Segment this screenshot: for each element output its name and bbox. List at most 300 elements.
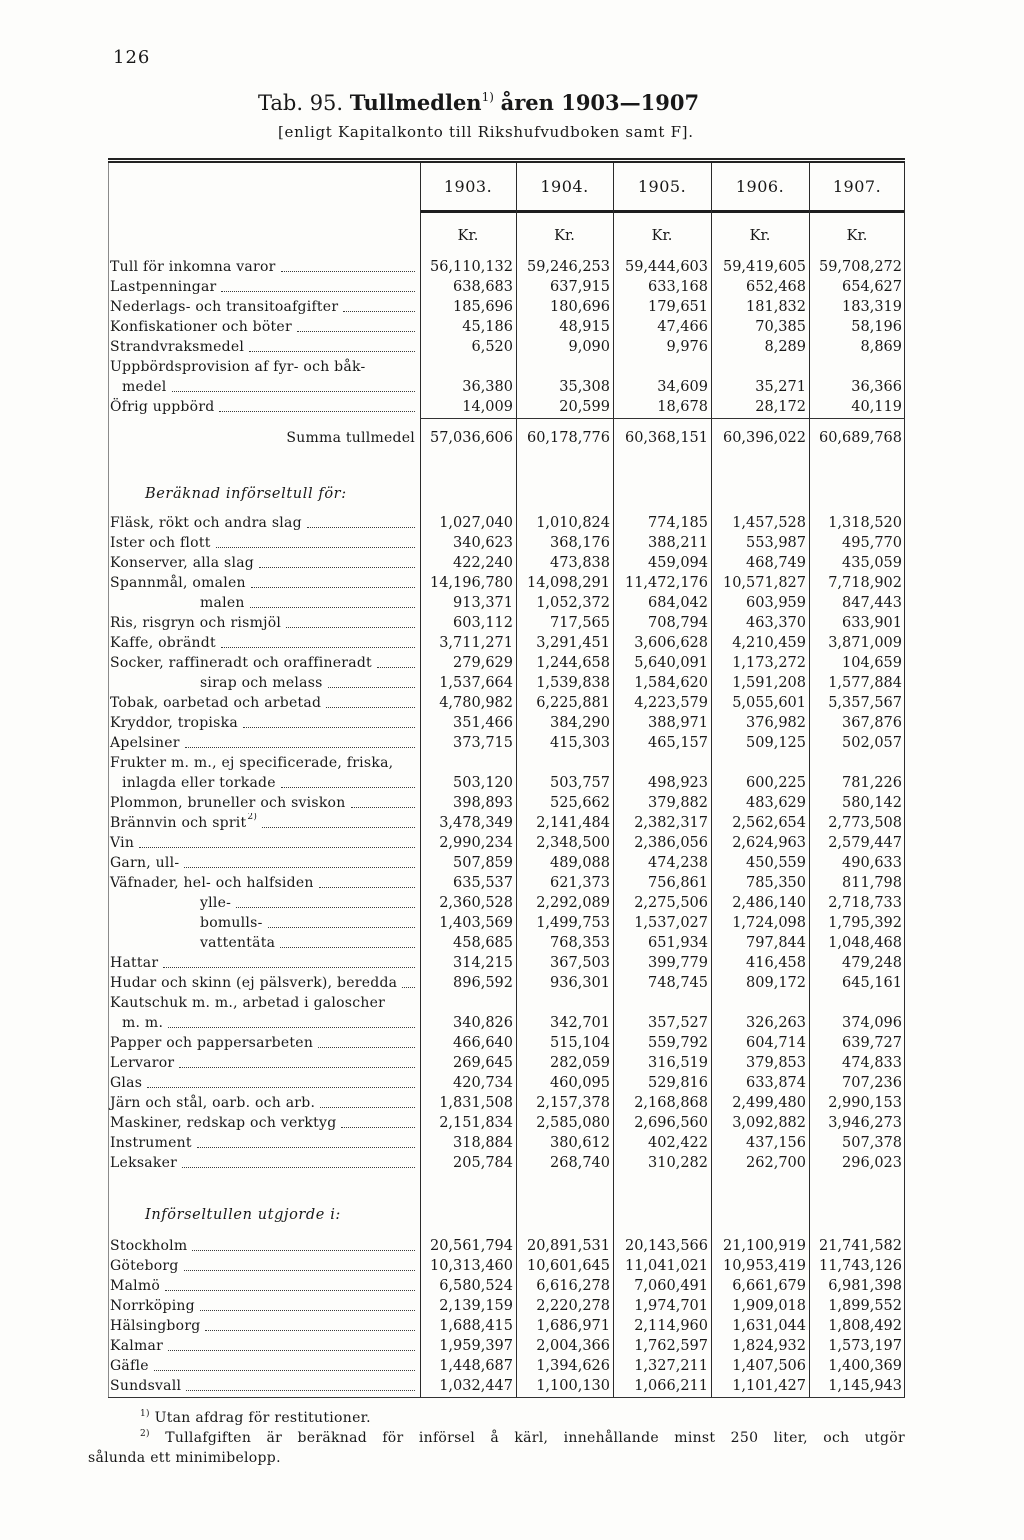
row-label-text: Hälsingborg [110, 1318, 201, 1334]
value-cell: 495,770 [842, 535, 902, 551]
unit-row [108, 213, 905, 257]
table-subtitle: [enligt Kapitalkonto till Rikshufvudboken samt F]. [278, 123, 694, 141]
value-cell: 1,537,027 [634, 915, 708, 931]
table-section [108, 257, 905, 448]
value-cell: 768,353 [550, 935, 610, 951]
value-cell: 47,466 [657, 319, 708, 335]
value-cell: 2,990,153 [828, 1095, 902, 1111]
total-value-cell: 60,689,768 [818, 430, 902, 446]
table-row [108, 713, 905, 733]
value-cell: 398,893 [453, 795, 513, 811]
table-row [108, 533, 905, 553]
value-cell: 10,953,419 [722, 1258, 806, 1274]
value-cell: 1,032,447 [439, 1378, 513, 1394]
value-cell: 59,708,272 [818, 259, 902, 275]
value-cell: 4,210,459 [732, 635, 806, 651]
value-cell: 2,386,056 [634, 835, 708, 851]
row-label [108, 813, 420, 833]
row-label [108, 553, 420, 573]
table-row [108, 1356, 905, 1376]
table-row [108, 853, 905, 873]
value-cell: 1,173,272 [732, 655, 806, 671]
row-label-text: Konserver, alla slag [110, 555, 255, 571]
value-cell: 9,976 [666, 339, 708, 355]
footnote-mark: 2) [140, 1429, 150, 1439]
row-label [108, 1033, 420, 1053]
value-cell: 58,196 [851, 319, 902, 335]
row-label-text: m. m. [122, 1015, 164, 1031]
value-cell: 59,444,603 [624, 259, 708, 275]
total-value-cell: 60,368,151 [624, 430, 708, 446]
leader-dots [163, 967, 415, 968]
section-heading: Införseltullen utgjorde i: [145, 1207, 341, 1223]
value-cell: 14,196,780 [429, 575, 513, 591]
row-label [108, 513, 420, 533]
row-label-text: ylle- [200, 895, 232, 911]
table-row [108, 1376, 905, 1396]
value-cell: 1,724,098 [732, 915, 806, 931]
value-cell: 2,718,733 [828, 895, 902, 911]
value-cell: 465,157 [648, 735, 708, 751]
value-cell: 1,407,506 [732, 1358, 806, 1374]
value-cell: 2,348,500 [536, 835, 610, 851]
value-cell: 296,023 [842, 1155, 902, 1171]
table-row [108, 1113, 905, 1133]
value-cell: 459,094 [648, 555, 708, 571]
row-label-text: vattentäta [200, 935, 276, 951]
row-label [108, 833, 420, 853]
value-cell: 633,168 [648, 279, 708, 295]
row-label-text: Konfiskationer och böter [110, 319, 292, 335]
row-label-text: Apelsiner [110, 735, 180, 751]
value-cell: 420,734 [453, 1075, 513, 1091]
value-cell: 35,271 [755, 379, 806, 395]
row-label [108, 593, 420, 613]
value-cell: 1,327,211 [634, 1358, 708, 1374]
value-cell: 5,357,567 [828, 695, 902, 711]
value-cell: 466,640 [453, 1035, 513, 1051]
row-label-text: Glas [110, 1075, 143, 1091]
value-cell: 59,246,253 [526, 259, 610, 275]
row-label [108, 673, 420, 693]
table-row [108, 277, 905, 297]
value-cell: 3,946,273 [828, 1115, 902, 1131]
value-cell: 490,633 [842, 855, 902, 871]
table-row [108, 1133, 905, 1153]
value-cell: 268,740 [550, 1155, 610, 1171]
value-cell: 45,186 [462, 319, 513, 335]
footnote-text: Tullafgiften är beräknad för införsel å kärl, innehållande minst 250 liter, och utgör [165, 1430, 905, 1446]
row-label-text: Kaffe, obrändt [110, 635, 216, 651]
value-cell: 2,168,868 [634, 1095, 708, 1111]
row-label [108, 573, 420, 593]
table-row [108, 813, 905, 833]
value-cell: 651,934 [648, 935, 708, 951]
value-cell: 515,104 [550, 1035, 610, 1051]
value-cell: 35,308 [559, 379, 610, 395]
table-row [108, 993, 905, 1013]
value-cell: 529,816 [648, 1075, 708, 1091]
table-row [108, 953, 905, 973]
row-label [108, 953, 420, 973]
value-cell: 2,696,560 [634, 1115, 708, 1131]
value-cell: 3,711,271 [439, 635, 513, 651]
row-label-text: Plommon, bruneller och sviskon [110, 795, 346, 811]
table-row [108, 913, 905, 933]
value-cell: 9,090 [568, 339, 610, 355]
value-cell: 638,683 [453, 279, 513, 295]
leader-dots [249, 351, 415, 352]
leader-dots [184, 867, 415, 868]
value-cell: 913,371 [453, 595, 513, 611]
value-cell: 367,876 [842, 715, 902, 731]
value-cell: 2,990,234 [439, 835, 513, 851]
value-cell: 2,220,278 [536, 1298, 610, 1314]
value-cell: 1,027,040 [439, 515, 513, 531]
leader-dots [351, 807, 416, 808]
value-cell: 388,971 [648, 715, 708, 731]
value-cell: 340,623 [453, 535, 513, 551]
section-rows [108, 1236, 905, 1396]
value-cell: 1,795,392 [828, 915, 902, 931]
row-label [108, 893, 420, 913]
table-section [108, 484, 905, 1173]
value-cell: 48,915 [559, 319, 610, 335]
value-cell: 3,606,628 [634, 635, 708, 651]
leader-dots [297, 331, 415, 332]
value-cell: 1,762,597 [634, 1338, 708, 1354]
row-label [108, 397, 420, 417]
value-cell: 11,472,176 [624, 575, 708, 591]
value-cell: 180,696 [550, 299, 610, 315]
unit-label: Kr. [554, 228, 575, 244]
row-label-text: Kalmar [110, 1338, 164, 1354]
leader-dots [343, 311, 415, 312]
row-label [108, 1053, 420, 1073]
row-label-text: Spannmål, omalen [110, 575, 246, 591]
table-row [108, 1276, 905, 1296]
column-header: 1903. [443, 177, 493, 196]
column-header: 1905. [637, 177, 687, 196]
value-cell: 633,874 [746, 1075, 806, 1091]
table-row [108, 893, 905, 913]
value-cell: 707,236 [842, 1075, 902, 1091]
row-label-text: Lervaror [110, 1055, 175, 1071]
row-label-text: Frukter m. m., ej specificerade, friska, [110, 755, 394, 771]
value-cell: 2,004,366 [536, 1338, 610, 1354]
leader-dots [236, 907, 415, 908]
value-cell: 6,225,881 [536, 695, 610, 711]
table-row [108, 613, 905, 633]
row-label-text: Stockholm [110, 1238, 188, 1254]
value-cell: 748,745 [648, 975, 708, 991]
value-cell: 460,095 [550, 1075, 610, 1091]
value-cell: 10,313,460 [429, 1258, 513, 1274]
row-label-text: Socker, raffineradt och oraffineradt [110, 655, 372, 671]
total-row [108, 428, 905, 448]
row-label [108, 993, 420, 1013]
column-header: 1907. [832, 177, 882, 196]
value-cell: 1,539,838 [536, 675, 610, 691]
value-cell: 179,651 [648, 299, 708, 315]
table-row [108, 653, 905, 673]
value-cell: 645,161 [842, 975, 902, 991]
value-cell: 402,422 [648, 1135, 708, 1151]
leader-dots [185, 747, 415, 748]
row-label [108, 693, 420, 713]
row-label [108, 853, 420, 873]
value-cell: 463,370 [746, 615, 806, 631]
page-number: 126 [113, 47, 151, 68]
table-row [108, 833, 905, 853]
value-cell: 3,871,009 [828, 635, 902, 651]
value-cell: 373,715 [453, 735, 513, 751]
row-label [108, 633, 420, 653]
value-cell: 310,282 [648, 1155, 708, 1171]
value-cell: 774,185 [648, 515, 708, 531]
row-label-text: medel [122, 379, 167, 395]
leader-dots [318, 1047, 415, 1048]
value-cell: 1,808,492 [828, 1318, 902, 1334]
value-cell: 6,981,398 [828, 1278, 902, 1294]
value-cell: 316,519 [648, 1055, 708, 1071]
value-cell: 936,301 [550, 975, 610, 991]
value-cell: 318,884 [453, 1135, 513, 1151]
row-label [108, 277, 420, 297]
value-cell: 450,559 [746, 855, 806, 871]
value-cell: 10,571,827 [722, 575, 806, 591]
value-cell: 785,350 [746, 875, 806, 891]
value-cell: 1,688,415 [439, 1318, 513, 1334]
leader-dots [251, 587, 415, 588]
value-cell: 717,565 [550, 615, 610, 631]
value-cell: 473,838 [550, 555, 610, 571]
value-cell: 1,591,208 [732, 675, 806, 691]
table-row [108, 973, 905, 993]
leader-dots [168, 1027, 415, 1028]
leader-dots [182, 1167, 415, 1168]
value-cell: 635,537 [453, 875, 513, 891]
value-cell: 2,141,484 [536, 815, 610, 831]
value-cell: 809,172 [746, 975, 806, 991]
row-label-text: Gäfle [110, 1358, 149, 1374]
value-cell: 896,592 [453, 975, 513, 991]
row-label [108, 357, 420, 377]
value-cell: 781,226 [842, 775, 902, 791]
value-cell: 6,616,278 [536, 1278, 610, 1294]
row-label-text: Hattar [110, 955, 159, 971]
total-value-cell: 60,178,776 [526, 430, 610, 446]
value-cell: 1,959,397 [439, 1338, 513, 1354]
sum-rule [420, 418, 905, 419]
leader-dots [221, 647, 415, 648]
value-cell: 1,909,018 [732, 1298, 806, 1314]
value-cell: 376,982 [746, 715, 806, 731]
value-cell: 2,562,654 [732, 815, 806, 831]
table-row [108, 933, 905, 953]
value-cell: 368,176 [550, 535, 610, 551]
unit-label: Kr. [846, 228, 868, 244]
row-label-text: Vin [110, 835, 135, 851]
row-label [108, 1256, 420, 1276]
table-number: Tab. 95. [258, 91, 344, 115]
row-label [108, 653, 420, 673]
row-label [108, 377, 420, 397]
row-label-text: Göteborg [110, 1258, 179, 1274]
row-label-text: malen [200, 595, 245, 611]
value-cell: 40,119 [851, 399, 902, 415]
table-row [108, 397, 905, 417]
value-cell: 1,448,687 [439, 1358, 513, 1374]
value-cell: 1,631,044 [732, 1318, 806, 1334]
value-cell: 6,580,524 [439, 1278, 513, 1294]
value-cell: 498,923 [648, 775, 708, 791]
value-cell: 2,382,317 [634, 815, 708, 831]
value-cell: 18,678 [657, 399, 708, 415]
leader-dots [377, 667, 415, 668]
value-cell: 2,360,528 [439, 895, 513, 911]
leader-dots [262, 827, 415, 828]
leader-dots [179, 1067, 415, 1068]
value-cell: 1,400,369 [828, 1358, 902, 1374]
value-cell: 1,066,211 [634, 1378, 708, 1394]
value-cell: 20,143,566 [624, 1238, 708, 1254]
value-cell: 474,833 [842, 1055, 902, 1071]
value-cell: 388,211 [648, 535, 708, 551]
value-cell: 637,915 [550, 279, 610, 295]
value-cell: 489,088 [550, 855, 610, 871]
row-label-text: inlagda eller torkade [122, 775, 276, 791]
value-cell: 502,057 [842, 735, 902, 751]
value-cell: 580,142 [842, 795, 902, 811]
value-cell: 2,499,480 [732, 1095, 806, 1111]
value-cell: 603,112 [453, 615, 513, 631]
leader-dots [319, 887, 415, 888]
leader-dots [328, 687, 415, 688]
value-cell: 654,627 [842, 279, 902, 295]
leader-dots [402, 987, 415, 988]
value-cell: 633,901 [842, 615, 902, 631]
value-cell: 269,645 [453, 1055, 513, 1071]
value-cell: 483,629 [746, 795, 806, 811]
row-label [108, 613, 420, 633]
row-label-text: Brännvin och sprit [110, 815, 247, 831]
header-stub [108, 163, 420, 210]
value-cell: 797,844 [746, 935, 806, 951]
leader-dots [197, 1147, 415, 1148]
value-cell: 20,561,794 [429, 1238, 513, 1254]
row-label [108, 297, 420, 317]
row-label-text: sirap och melass [200, 675, 323, 691]
unit-label: Kr. [651, 228, 673, 244]
leader-dots [200, 1310, 415, 1311]
value-cell: 2,114,960 [634, 1318, 708, 1334]
value-cell: 10,601,645 [526, 1258, 610, 1274]
row-label [108, 933, 420, 953]
footnote-ref: 2) [247, 813, 258, 822]
value-cell: 3,291,451 [536, 635, 610, 651]
row-label-text: Tull för inkomna varor [110, 259, 276, 275]
value-cell: 604,714 [746, 1035, 806, 1051]
value-cell: 185,696 [453, 299, 513, 315]
table-row [108, 377, 905, 397]
value-cell: 468,749 [746, 555, 806, 571]
value-cell: 621,373 [550, 875, 610, 891]
value-cell: 262,700 [746, 1155, 806, 1171]
unit-label: Kr. [457, 228, 479, 244]
value-cell: 340,826 [453, 1015, 513, 1031]
leader-dots [250, 607, 415, 608]
value-cell: 479,248 [842, 955, 902, 971]
value-cell: 1,394,626 [536, 1358, 610, 1374]
leader-dots [320, 1107, 415, 1108]
row-label [108, 1133, 420, 1153]
value-cell: 1,052,372 [536, 595, 610, 611]
row-label [108, 733, 420, 753]
table-row [108, 317, 905, 337]
value-cell: 379,882 [648, 795, 708, 811]
table-row [108, 1033, 905, 1053]
table-row [108, 673, 905, 693]
row-label-text: Öfrig uppbörd [110, 399, 215, 415]
value-cell: 684,042 [648, 595, 708, 611]
row-label-text: Kautschuk m. m., arbetad i galoscher [110, 995, 386, 1011]
row-label-text: Hudar och skinn (ej pälsverk), beredda [110, 975, 398, 991]
value-cell: 11,743,126 [818, 1258, 902, 1274]
value-cell: 1,145,943 [828, 1378, 902, 1394]
total-label [108, 428, 420, 448]
value-cell: 367,503 [550, 955, 610, 971]
table-row [108, 1093, 905, 1113]
leader-dots [205, 1330, 415, 1331]
value-cell: 708,794 [648, 615, 708, 631]
value-cell: 603,959 [746, 595, 806, 611]
table-row [108, 1316, 905, 1336]
total-label-text: Summa tullmedel [286, 430, 415, 446]
value-cell: 59,419,605 [722, 259, 806, 275]
value-cell: 1,577,884 [828, 675, 902, 691]
row-label [108, 1073, 420, 1093]
value-cell: 28,172 [755, 399, 806, 415]
title-years: åren 1903—1907 [500, 90, 700, 115]
table-row [108, 1296, 905, 1316]
row-label-text: Ister och flott [110, 535, 211, 551]
value-cell: 553,987 [746, 535, 806, 551]
row-label-text: Maskiner, redskap och verktyg [110, 1115, 337, 1131]
value-cell: 2,773,508 [828, 815, 902, 831]
table-row [108, 257, 905, 277]
value-cell: 314,215 [453, 955, 513, 971]
value-cell: 559,792 [648, 1035, 708, 1051]
leader-dots [221, 291, 415, 292]
section-heading: Beräknad införseltull för: [145, 486, 347, 502]
leader-dots [192, 1250, 415, 1251]
leader-dots [184, 1270, 415, 1271]
unit-stub [108, 226, 420, 257]
value-cell: 2,151,834 [439, 1115, 513, 1131]
table-row [108, 793, 905, 813]
leader-dots [219, 411, 415, 412]
value-cell: 416,458 [746, 955, 806, 971]
value-cell: 1,100,130 [536, 1378, 610, 1394]
leader-dots [172, 391, 415, 392]
value-cell: 639,727 [842, 1035, 902, 1051]
table-row [108, 873, 905, 893]
row-label [108, 533, 420, 553]
leader-dots [268, 927, 415, 928]
value-cell: 357,527 [648, 1015, 708, 1031]
leader-dots [281, 271, 415, 272]
